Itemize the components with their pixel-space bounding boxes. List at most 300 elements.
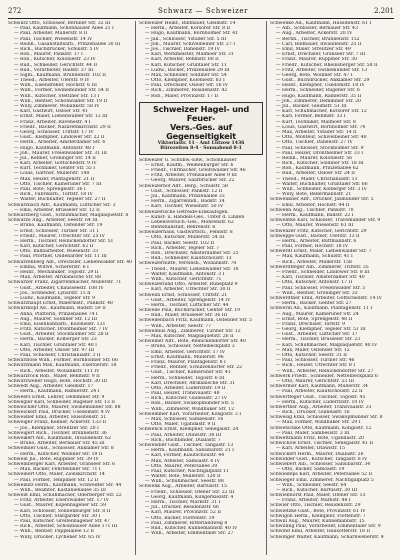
directory-entry: — Ernst, Bote, Sprengelstr. 48 II — [276, 316, 353, 322]
directory-entry: Schwarzbach Alfr., Kaufmann, Lütticher Str. 3 — [8, 202, 116, 208]
directory-entry: — Ludw., Kaufmann, Tegeler Str. 9 — [14, 295, 95, 301]
directory-entry: Schwedt Aug., Arbeiter, Gleimstr. 17 — [8, 384, 94, 390]
directory-entry: — Otto, Tischler, Kameruner Str. 7 III — [14, 181, 102, 187]
directory-entry: — Rich., Kutscher, Guineastr. 27 IV — [145, 396, 228, 402]
directory-entry: — Gust., Buchdrucker, Anklamer Str. 29 — [276, 78, 370, 84]
directory-entry: — Karl, Schlosser, Sonnenburger Str. 8 II — [14, 508, 111, 514]
directory-entry: Schweizerische Getreide-Einkaufsgen. — [139, 209, 229, 215]
directory-entry: — Max, Maler, Ostender Str. 12 — [276, 347, 350, 353]
directory-entry: Schweiß Emil, Schuhmacher, Oderberger Str. 22 — [8, 493, 122, 499]
directory-entry: — Aug., Arbeiter, Ackerstr. 20 IV — [276, 31, 353, 37]
directory-entry: — Bruno, Schlosser, Nettelbeckplatz 3 — [145, 344, 235, 350]
directory-entry: — Friedr., Rentier, Schulzendorfer Str. 22 — [145, 365, 243, 371]
directory-entry: — Joh., Maurer, Freienwalder Str. 31 III — [14, 150, 107, 156]
directory-entry: Schwendler Gust., Tischler, Tangastr. 13 — [139, 442, 234, 448]
directory-entry: — Herm., Tischler, Brüsseler Str. 23 — [276, 337, 361, 343]
directory-entry: Schwenke Ad., Kaufmann, Hussitenstr. 61 I — [270, 21, 372, 26]
directory-entry: Schweizerland Otto, Arbeiter, Ruheplatz 9 — [139, 282, 238, 288]
directory-entry: — Otto, Maurer, Petersallee 30 — [145, 463, 218, 469]
directory-entry: — Otto, Maler, Ugandastr. 9 II — [145, 422, 216, 428]
directory-entry: — Gust., Arbeiter, Sprengelstr. 14 IV — [145, 297, 231, 303]
directory-entry: Schwentke Karl, Schlosser, Travemünder Str. 9 — [270, 218, 381, 224]
directory-entry: — Jak., Schlosser, Ystader Str. 5 III — [145, 36, 227, 42]
directory-entry: — Emil, Arbeiter, Hochstr. 44 II — [276, 202, 350, 208]
directory-entry: — Max, Bäcker, Fehrbelliner Str. 71 I — [14, 467, 101, 473]
directory-entry: — Otto, Bäcker, Samoastr. 19 — [276, 467, 345, 473]
directory-entry: — Carl, Bildhauer, Invalidenstr. 25 II — [276, 41, 362, 47]
directory-entry: — Bruno, Kaufmann, Ostender Str. 19 — [14, 223, 103, 229]
directory-entry: — Aug., Maurer, Kameruner Str. 24 — [276, 311, 359, 317]
directory-entry: — Max, Former, Windhuker Str. 29 I — [276, 420, 361, 426]
directory-entry: Schweinert Otto, Maler, Zionskirchstr. 14 — [8, 472, 105, 478]
directory-entry: Schweers Ernst, Lehrer, Demminer Str. 9 — [8, 394, 105, 400]
directory-entry: — Rud., Kutscher, Kühnemannstr. 40 IV — [145, 525, 238, 531]
directory-entry: Schwenzer Fritz, Kutscher, Gerichtstr. 29 — [270, 228, 367, 234]
directory-entry: — Otto, Bahnarbeiter, Wiesenstr. 33 — [14, 249, 98, 255]
directory-entry: — Wilh., Kutscher, Gerichtstr. 71 — [145, 276, 222, 282]
directory-entry: — Friedr., Kutscher, Rheinsberger Str. 58 II — [276, 62, 378, 68]
directory-entry: Schwinger Walter, Kaufmann, Scharnweberstr. 4 — [270, 534, 384, 540]
directory-entry: — Friedr., Maurer, Utrechter Str. 25 IV — [14, 233, 105, 239]
directory-entry: — Wilh., Rentier, Pappelallee 12 II — [14, 529, 94, 535]
directory-entry: — Paul, Tischler, Wiesenstr. 14 IV — [14, 36, 93, 42]
directory-entry: — Wilh., Rentier, Schönwalder Str. 19 II — [14, 98, 108, 104]
directory-entry: — Herm., Arbeiter, Buttmannstr. 6 — [276, 238, 357, 244]
directory-entry: — Emil, Arbeiter, Gerichtstr. 17 IV — [145, 349, 226, 355]
directory-entry: — Theod., Maler, Christianiastr. 11 — [276, 176, 358, 182]
directory-entry: — Herm., Kutscher, Lüderitzstr. 10 IV — [276, 399, 364, 405]
directory-entry: — Paul, Pförtner, Oudenarder Str. 11 III — [14, 254, 107, 260]
directory-entry: Schwilling Paul, Vorarbeiter, Emmentaler Str. 9 — [270, 524, 381, 530]
directory-entry: — Rob., Maler, Provinzstr. 17 II — [145, 93, 219, 99]
page-header — [8, 4, 394, 19]
directory-entry: Schweinberger Karl, Arbeiter, Granseer Str. 6 — [8, 461, 116, 467]
directory-entry: — Rich., Buchdrucker, Schulstr. 5 IV — [14, 46, 99, 52]
directory-entry: — Karl, Schuhmacher, Korsörer Str. 12 — [276, 109, 367, 115]
directory-entry: — Paul, Kaufmann, Schönhauser Allee 21 I — [14, 26, 114, 32]
directory-entry: — Rud., Schneider, Kiautschoustr. 13 — [145, 256, 232, 262]
directory-entry: — Paul, Former, Hochstr. 18 IV — [276, 244, 349, 250]
directory-entry: Schwigon Herm., Klempner, Flottenstr. 7 — [270, 513, 366, 519]
directory-entry: — Georg, Bote, Wolliner Str. 47 I — [276, 72, 353, 78]
directory-entry: Schwarzkopf Ad., Kaufmann, Badstr. 59 II — [8, 306, 106, 312]
directory-entry: — Franz, Drechsler, Torfstr. 9 — [276, 321, 345, 327]
directory-entry: Schwickert Herm., Maurer, Dualastr. 26 — [270, 451, 364, 457]
directory-entry: — Hugo, Kaufmann, Ramlerstr. 35 II — [276, 93, 362, 99]
directory-entry: — Heinr., Klempner, Usedomstr. 18 IV — [276, 83, 365, 89]
directory-entry: Schwerk Friedr., Schneider, Nettelbeckplatz 6 — [270, 373, 378, 379]
running-title: Schwarz — Schweizer — [158, 7, 249, 15]
directory-entry: — Gust., Klempner, Lindower Str. 22 II — [14, 135, 105, 141]
directory-entry: — Georg, Klempner, Tegeler Str. 51 III — [276, 327, 366, 333]
directory-entry: — Louis, Gärtner, Müllerstr. 140 — [14, 171, 90, 177]
directory-entry: — Friedr., Schlosser, Ofener Str. 22 III — [145, 489, 235, 495]
directory-entry: — Karl, Former, Kiautschoustr. 44 — [145, 453, 225, 459]
directory-entry: — Herm., Tischler, Markstr. 31 I — [145, 500, 221, 505]
directory-entry: — Fritz, Arbeiter, Prenzlauer Allee 9 III — [145, 173, 237, 179]
directory-entry: Schweizerhof Alfr., Berg., Schulstr. 58 — [139, 183, 228, 189]
directory-entry: Schweidler Emil, Arbeiter, Hussitenstr. 51 — [8, 415, 107, 421]
directory-entry: Schwemer Alfr., Bote, Reinickendorfer Str. 40 — [139, 339, 246, 345]
directory-entry: — Bruno, Arbeiter, Bernauer Str. 45 III — [14, 441, 105, 447]
directory-entry: — Wilh., Arbeiter, Seestr. 77 — [145, 323, 212, 329]
directory-entry: — Karl, Drechsler, Afrikanische Str. 31 — [145, 380, 236, 386]
directory-entry: — Max, Schlosser, Sambesistr. 16 — [145, 417, 224, 422]
directory-entry: — Karl, Arbeiter, Utrechter Str. 30 II — [145, 287, 231, 293]
directory-entry: — Ludw., Bäcker, Prinzenallee 29 III — [145, 67, 230, 73]
directory-entry: — Otto, Bäcker, Flottenstr. 19 — [145, 515, 215, 521]
directory-entry: Schweizer G. Schuhw.-Eßw., Schönhauser — [139, 157, 237, 163]
directory-entry: — Karl, Tischler, Grüntaler Str. 40 I — [14, 342, 97, 348]
directory-entry: — Otto, Arbeiter, Osloer Str. 97 III — [14, 347, 95, 353]
directory-entry: — Gust., Arbeiter, Chausseestr. 108 IV — [14, 285, 104, 291]
directory-entry: Schweizerhütte, Vereinsh., Wollankstr. 70 — [139, 261, 237, 267]
directory-entry: — Herm., Bäcker, Kolberger Str. 23 — [14, 337, 97, 343]
directory-entry: — Max, Arbeiter, Ystader Str. 14 II — [276, 129, 357, 135]
directory-entry: — Emil, Eisenbahnarb., Koloniestr. 131 — [14, 321, 106, 327]
directory-entry: Schwermer Karl, Kaufmann, Müllerstr. 34 — [270, 384, 368, 390]
directory-entry: Schwenn Aug., Tischler, Pankstr. 70 — [270, 207, 354, 213]
directory-entry: Schwidder Gust., Kutscher, Tangastr. 8 IV — [270, 456, 368, 462]
directory-entry: Schwelin Ernst, Schlosser, Triftstr. 21 — [139, 292, 228, 298]
directory-entry: — Paul, Kutscher, Greifenhagener Str. 47 — [14, 519, 110, 524]
column-1 — [8, 21, 132, 555]
directory-entry: — Willy, Bote, Bellermannstr. 21 — [276, 192, 352, 198]
directory-entry: — Walter, Bote, Müllerstr. 120 II — [145, 474, 221, 480]
directory-entry: — Fritz, Kutscher, Drontheimer Str. 7 IV — [14, 327, 108, 333]
directory-entry: — Rob., Drechsler, Amsterdamer Str. 25 — [145, 251, 239, 256]
directory-entry: — Max, Heizer, Plantagenstr. 21 II — [14, 176, 95, 182]
directory-entry: — Rich., Arbeiter, Schönhauser Allee 171 III — [14, 524, 118, 530]
directory-entry: — Max, Arbeiter, Afrikanische Str. 88 — [14, 275, 101, 281]
directory-entry: — Paul, Bäcker, Seestr. 102 II — [145, 240, 215, 246]
directory-entry: Schweickert Paul, Drucker, Usedomstr. 4 IV — [8, 410, 111, 416]
directory-entry: — Franz, Maurer, Plantagenstr. 8 I — [145, 359, 226, 365]
directory-entry: — Jos., Klempner, Strelitzer Str. 20 I — [14, 425, 99, 431]
directory-entry: — Paul, Zimmerer, Ritterlandweg 8 — [145, 520, 228, 526]
directory-entry: — Paul, Bote, Sprengelstr. 36 I — [14, 187, 86, 192]
directory-entry: Schwerdtfeger Alb., Zimmerer, Triftstr. 35 — [270, 264, 369, 270]
directory-entry: — Rud., Schneider, Gerichtstr. 44 II — [14, 62, 98, 68]
directory-entry: — Louis, Gastwirt, Bornholmer Str. 74 — [276, 124, 366, 130]
directory-entry: Schwienhorst Paul, Maler, Ofener Str. 13 — [270, 493, 366, 499]
directory-entry: — Paul, Schlosser, Christianiastr. 3 II — [14, 353, 101, 358]
directory-entry: — Karl, Maurer, Provinzstr. 52 II — [145, 510, 221, 516]
directory-entry: — Karl, Arbeiter, Otawistr. 15 — [276, 446, 346, 452]
directory-entry: Schwiedeps Karl, Arbeiter, Petersallee 52 II — [270, 472, 373, 478]
directory-entry: — Anna, Plätterin, Prinzenallee 74 I — [14, 311, 98, 317]
directory-entry: Schweizer Heinr., Bildhauer, Gleimstr. 14 — [139, 21, 236, 26]
directory-entry: — Ernst, Schlosser, Turiner Str. 31 I — [14, 228, 99, 234]
directory-entry: — Herm., Schneider, Togostr. 6 III — [145, 375, 225, 381]
directory-entry: Schweiger Franz, Kellner, Ackerstr. 133 II — [8, 420, 107, 426]
directory-entry: — Paul, Arbeiter, Otawistr. 38 III — [145, 432, 222, 438]
directory-entry: — Kurt, Techniker, Malmöer Str. 8 — [276, 119, 356, 125]
directory-entry: — Paul, Maler, Sambesistr. 3 III — [276, 430, 350, 436]
directory-entry: — Franz, Arbeiter, Markstr. 48 I — [276, 498, 351, 504]
directory-entry: — Herm., Tischler, Lütticher Str. 44 — [145, 302, 229, 308]
directory-entry: Schwarz Otto, Schlosser, Berliner Str. 32 III — [8, 21, 111, 26]
directory-entry: — Paul, Schlosser, Freienwalder Str. 5 — [276, 285, 366, 291]
directory-entry: — Willy, Zimmerer, Wollankstr. 58 IV — [14, 104, 100, 109]
directory-entry: — Franz, Arbeiter, Ravenéstr. 4 I — [14, 119, 91, 125]
directory-entry: — Wilh., Schneider, Kolberger Str. 3 IV — [276, 187, 367, 192]
column-2-top — [139, 21, 263, 99]
directory-entry: Schwertner Aug., Arbeiter, Transvaalstr. 31 — [270, 404, 372, 410]
directory-entry: Schwein Jul., Bote, Ruppiner Str. 39 IV — [8, 456, 99, 462]
directory-entry: — Sigm., Kaufmann, Brunnenstr. 102 II — [14, 72, 106, 78]
directory-entry: — Ernst, Kaufmann, Müllerstr. 96 — [145, 354, 224, 360]
directory-entry: — Wilh., Kutscher, Stettiner Str. 13 I — [14, 93, 100, 99]
directory-entry: — Gust., Schlosser, Pankstr. 12 II — [145, 188, 223, 194]
directory-entry: Schwerdtner Emil, Arbeiter, Gottschedstr. 14 IV — [270, 295, 382, 301]
directory-entry: — Willy, Drucker, Lychener Str. 65 IV — [14, 534, 101, 540]
directory-entry: — Karl, Gastwirt, Osloer Str. 41 — [14, 109, 88, 115]
directory-entry: — Karl, Werkmeister, Malmöer Str. 31 — [145, 52, 234, 58]
directory-entry: — Theod., Maurer, Liebenwalder Str. 18 — [145, 266, 239, 272]
directory-entry: — Rob., Bäcker, Swakopmunder Str. 5 — [145, 401, 234, 407]
column-2-bottom — [139, 158, 263, 537]
directory-entry: — Gust., Maurer, Kopenhagener Str. 59 — [14, 503, 107, 509]
directory-entry: Schweimler Gust., Schlosser, Anklamer Str. 8 — [8, 446, 114, 452]
directory-entry: Schwertfeger Gust., Tischler, Togostr. 45 — [270, 394, 366, 400]
directory-entry: — Joh., Maurer, Schivelbeiner Str. 27 I — [145, 41, 236, 47]
directory-entry: — Emil, Maler, Strelitzer Str. 49 — [276, 46, 351, 52]
directory-entry: — Max, Kaufmann, Schulstr. 41 I — [276, 254, 353, 260]
directory-entry: Schwiebert Alb., Schlosser, Sansibarstr. 34 — [270, 461, 371, 467]
directory-entry: — Rich., Arbeiter, Tegeler Str. 7 — [145, 245, 220, 251]
directory-entry: — Gust., Arbeiter, Stockholmer Str. 28 II — [14, 332, 109, 338]
directory-entry: Schwenck Ernst, Klempner, Senegalstr. 24 — [139, 427, 239, 433]
directory-entry: — Otto, Kutscher, Seestr. 31 II — [276, 353, 347, 358]
directory-columns — [8, 21, 394, 555]
directory-entry: — Emma, Witwe, Schererstr. 6 I — [14, 264, 89, 270]
directory-entry: — Rich., Kutscher, Barfusstr. 30 III — [276, 487, 358, 493]
ad-title-line-1: Schweizer Hagel- und Feuer- — [152, 103, 250, 123]
directory-entry: — Rob., Kaufmann, Prinzenallee 62 — [276, 166, 359, 172]
column-divider — [266, 21, 267, 555]
directory-entry: — Reinh., Gasanstaltsarb., Prinzenallee 30 III — [14, 41, 121, 47]
directory-entry: — Ernst, Maler, Liebenwalder Str. 12 III — [14, 114, 108, 120]
directory-entry: — Jos., Tischler, Dänenstr. 19 IV — [145, 46, 220, 52]
directory-entry: — Herm., Tischler, Reinickendorfer Str. 51 — [14, 238, 114, 244]
column-divider — [135, 21, 136, 555]
directory-entry: — Friedr., Schneider, Lindower Str. 8 III — [276, 270, 370, 275]
directory-entry: Schwegler Karl, Schneider, Rügener Str. 13 II — [8, 399, 115, 405]
directory-entry: — Georg, Kaufmann, Kungerkiezstr. 4 — [145, 494, 234, 500]
directory-entry: — Herm., Arbeiter, Korsörer Str. 8 II — [145, 26, 231, 32]
directory-entry: — Wilh., Arbeiter, Emmentaler Str. 27 — [145, 531, 234, 537]
directory-entry: Schwellnus Aug., Zimmerer, Turiner Str. 12 — [139, 328, 241, 334]
directory-entry: — Otto, Maurer, Gerichtstr. 53 III — [276, 378, 355, 384]
directory-entry: Schwettmann Fritz, Bote, Ugandastr. 20 — [270, 436, 365, 441]
directory-entry: — Ernst, Kaufm., Weißenburger Str. 6 — [145, 162, 234, 168]
directory-entry: Schwarzenberg Alb., Drechsler, Liebenwalder Str. 40 — [8, 259, 132, 265]
directory-entry: — Gust., Arbeiter, Lütticher Str. 17 — [276, 332, 358, 338]
directory-entry: — Paul, Former, Templiner Str. 12 II — [14, 477, 99, 483]
directory-entry: — Jul., Kellner, Groninger Str. 14 II — [14, 155, 96, 161]
directory-entry: — Herm., Arbeiter, Amsterdamer Str. 6 — [14, 140, 106, 146]
directory-entry: — Rich., Buchbinder, Dualastr. 7 — [145, 437, 221, 443]
directory-entry: — Hugo, Kaufmann, Bornholmer Str. 41 — [145, 31, 239, 37]
directory-entry: — Herm., Zigarrenhdl., Badstr. 14 — [145, 199, 225, 205]
directory-entry: — Walter, Buchhalter, Grüntaler Str. 66 — [276, 181, 368, 187]
directory-entry: — Paul, Kutscher, Nachtigalplatz 11 — [145, 468, 229, 474]
directory-entry: — Wilh., Eisendreher, Hochstr. 6 III — [14, 83, 97, 89]
directory-entry: — Friedr., Uhrmacher, Greifswalder Str. 46 — [145, 168, 246, 173]
directory-entry: Schwier Otto, Tischler, Residenzstr. 29 — [270, 503, 361, 509]
directory-entry: — Kunst- u. Handels-Ges., Unter d. Linden — [145, 214, 245, 220]
directory-entry: Schweichler Otto, Maurer, Swinemünder Str. 88 — [8, 404, 121, 410]
directory-entry: Schwerdt Ernst, Maler, Liebenwalder Str. 7 — [270, 249, 372, 255]
directory-entry: Schweigert Rich., Tischler, Brunnenstr. 36 — [8, 430, 107, 436]
directory-entry: Schwarzweller Hugo, Bote, Hochstr. 30 III — [8, 378, 108, 384]
directory-entry: — Georg, Schlosser, Triftstr. 17 IV — [14, 129, 94, 135]
directory-entry: — Otto, Klempner, Koloniestr. 83 I — [145, 78, 225, 84]
directory-entry: — Wilh., Rentier, Groninger Str. 33 — [276, 290, 358, 296]
directory-entry: Schweikert Alb., Kaufmann, Invalidenstr. 62 — [8, 436, 111, 441]
directory-entry: — Jul., Kaufmann, Prinzenallee 33 — [145, 193, 225, 199]
directory-entry: — Otto, Tischler, Stargarder Str. 30 I — [14, 513, 101, 519]
directory-entry: — Friedr., Bäcker, Nazarethkirchstr. 29 II — [14, 124, 111, 130]
directory-entry: Schwill Aug., Maurer, Kühnemannstr. 15 — [270, 519, 365, 524]
directory-entry: Schwarzberg Gust., Schuhmacher, Malplaquetstr. 8 — [8, 212, 129, 218]
directory-entry: — Otto, Kutscher, Müllerstr. 54 III — [145, 235, 225, 241]
directory-entry: — Karl, Tischler, Amsterdamer Str. 40 — [276, 275, 365, 281]
directory-entry: — Jul., Drucker, Residenzstr. 66 — [145, 505, 219, 511]
directory-entry: — Bernh., Tischler, Brunnenstr. 152 — [276, 36, 360, 42]
directory-entry: Schweizerhaus, Gastwirtsch., Fennstr. 8 — [139, 230, 233, 236]
directory-entry: Schwelle Paul, Buchdrucker, Genter Str. 19 — [139, 308, 241, 314]
directory-entry: — Paul, Schlosser, Turiner Str. 46 — [276, 358, 355, 364]
directory-entry: — Otto, Tischler, Dänenstr. 27 IV — [276, 140, 353, 146]
directory-entry: — Alb., Schlosser, Bernauer Str. 43 — [276, 26, 358, 32]
directory-entry: — Otto, Arbeiter, Lüderitzstr. 19 II — [145, 385, 226, 391]
directory-entry: — Herm., Kaufmann, Sansibarstr. 21 I — [145, 448, 234, 454]
directory-entry: — Fritz, Arbeiter, Swinemünder Str. 13 — [276, 67, 368, 73]
directory-entry: Schwarzlose Wilh., Former, Bornholmer Str. 66 — [8, 358, 118, 364]
directory-entry: Schwemmer Karl, Vorarbeiter, Kongostr. 3 I — [139, 411, 242, 417]
directory-entry: — Paul, Arbeiter, Kiautschoustr. 22 II — [276, 389, 363, 395]
directory-entry: — Karl, Arbeiter, Behmstr. 60 II — [145, 57, 219, 63]
directory-entry: — Rich., Kutscher, Soldiner Str. 18 III — [276, 161, 364, 167]
directory-entry: — Rich., Fabrikarb., Torfstr. 18 IV — [14, 192, 93, 198]
directory-entry: — Wilh., Former, Swinemünder Str. 54 II — [14, 88, 109, 94]
column-2 — [139, 21, 263, 555]
directory-entry: — Walter, Kaufmann, Antonstr. 3 I — [145, 271, 225, 277]
directory-entry: — Paul, Arbeiter, Müllerstr. 8 II — [14, 31, 88, 37]
directory-entry: — Karl, Arbeiter, Gottschedstr. 9 IV — [14, 161, 97, 167]
directory-entry: Schweppe Gust., Bäcker, Uferstr. 13 II — [270, 233, 360, 239]
directory-entry: — Heinr., Mechaniker, Togostr. 29 II — [14, 270, 99, 275]
directory-entry: — Karl, Former, Behmstr. 33 I — [276, 114, 346, 120]
directory-entry: — Reinh., Maurer, Koloniestr. 56 — [276, 155, 353, 161]
directory-entry: Schwichow Ernst, Tischler, Senegalstr. 41 II — [270, 441, 374, 447]
directory-entry: — Paul, Heizer, Drontheimer Str. 33 I — [276, 150, 364, 156]
directory-entry: Schwarze Aug., Arbeiter, Seestr. 64 III — [8, 218, 98, 224]
directory-entry: — Max, Arbeiter, Samoastr. 6 IV — [145, 458, 220, 464]
directory-entry: — Otto, Kutscher, Antonstr. 17 II — [276, 280, 353, 286]
directory-entry: — Max, Kutscher, Malplaquetstr. 26 II — [145, 334, 234, 339]
directory-entry: Schwarzrock Rob., Maler, Behmstr. 9 II — [8, 373, 100, 379]
advertisement-box — [139, 102, 263, 155]
directory-entry: — Aug., Maurer, Soldiner Str. 12 III — [14, 316, 98, 322]
directory-entry: — Walter, Buchhalter, Tegeler Str. 27 II — [14, 197, 106, 203]
directory-entry: — Rich., Heizer, Utrechter Str. 8 I — [276, 363, 356, 369]
directory-entry: Schwetschke Otto, Kaufmann, Kongostr. 12 — [270, 425, 372, 431]
directory-entry: — Wilh., Schuhmacher, Seestr. 88 — [145, 479, 224, 485]
page-number-right: 2.201 — [373, 7, 394, 15]
directory-entry: — Otto, Monteur, Schivelbeiner Str. 40 — [276, 135, 367, 141]
page-number-left: 272 — [8, 7, 22, 15]
directory-entry: — Herm., Kutscher, Wolliner Str. 19 II — [14, 451, 103, 457]
directory-entry: Schwenkner Alfr., Drucker, Jasmunder Str. 5 — [270, 197, 374, 203]
directory-entry: — Jos., Schneider, Lynarstr. 15 II — [14, 290, 91, 296]
directory-entry: — Herm., Kaufmann, Badstr. 22 I — [276, 212, 354, 218]
directory-entry: — Rob., Kutscher, Koloniestr. 23 IV — [14, 57, 96, 63]
directory-entry: — Rob., Maurer, Pankstr. 17 I — [14, 52, 83, 58]
directory-entry: — Herm., Schneider, Rügener Str. 6 — [276, 88, 360, 94]
directory-entry: — Gust., Tischler, Kameruner Str. 41 — [145, 370, 231, 376]
directory-entry: — Joh., Zimmerer, Demminer Str. 20 — [276, 98, 361, 104]
directory-entry: Schwesig Emil, Schlosser, Swakopmunder Str. 8 — [270, 415, 383, 421]
directory-entry: Schwerin Ad., Kaufmann, Plantagenstr. 11 I — [270, 306, 373, 312]
directory-entry: — Paul, Drechsler, Osloer Str. 16 IV — [145, 83, 229, 89]
directory-entry: Schwenk Aug., Arbeiter, Barfusstr. 15 — [139, 484, 227, 490]
directory-entry: — Ernst, Drechsler, Granseer Str. 7 III — [276, 52, 366, 58]
directory-entry: Schwieger Emil, Zimmerer, Nachtigalplatz 5 — [270, 477, 374, 483]
directory-entry: — Hugo, Kaufmann, Antonstr. 48 I — [14, 145, 95, 151]
ad-title-line-2: Vers.-Ges. auf Gegenseitigkeit — [166, 121, 236, 141]
directory-entry: — Otto, Maurer, Wiesenstr. 61 III — [276, 223, 354, 229]
directory-entry: — Paul, Schlosser, Stockholmer Str. 9 — [276, 145, 364, 151]
directory-entry: Schweinitz Herm., Kaufmann, Schwedter Str. 44 — [8, 482, 122, 488]
directory-entry: — Theod., Arbeiter, Uferstr. 9 IV — [14, 78, 90, 84]
directory-entry: — Rud., Vorarbeiter, Badstr. 37 III — [14, 67, 94, 73]
directory-entry: — Karl, Schuhmacher, Malplaquetstr. 40 IV — [276, 342, 378, 348]
directory-entry: — Paul, Heizer, Transvaalstr. 48 — [145, 391, 220, 397]
directory-entry: — Georg, Maurer, Saarbrücker Str. 22 — [145, 178, 235, 184]
directory-entry: — Karl, Kutscher, Gerichtstr. 62 II — [14, 244, 94, 250]
directory-entry: — Emil, Arbeiter, Brüsseler Str. 12 II — [14, 207, 100, 213]
directory-entry: — Herm., Kaufmann, Ramlerstr. 24 I — [14, 389, 100, 395]
directory-entry: — Wilh., Beamter, Kastanienallee 35 III — [14, 487, 106, 493]
directory-entry: — Max, Schneider, Soldiner Str. 54 — [145, 72, 227, 78]
directory-entry: — Wilh., Arbeiter, Reinickendorfer Str. 27 — [276, 368, 374, 374]
directory-entry: Schwarzmann Max, Kaufmann, Exerzierstr. 18 — [8, 363, 117, 369]
directory-entry: — Rud., Arbeiter, Osloer Str. 24 II — [276, 171, 355, 177]
directory-entry: Schwietzke Gust., Bote, Provinzstr. 61 IV — [270, 508, 366, 514]
directory-entry: — Rich., Arbeiter, Wollankstr. 111 IV — [14, 368, 100, 374]
directory-entry: — Fritz, Arbeiter, Eberswalder Str. 17 IV — [14, 498, 109, 504]
directory-entry: — Jul., Bäcker, Gleimstr. 51 III — [276, 104, 347, 109]
ad-subtitle-line-2: Bürozeiten 8-4 · Sonnabend 8-1 — [160, 146, 242, 152]
directory-entry: — Herm., Bäcker, Genter Str. 27 — [276, 301, 352, 307]
directory-entry: Schwind Emil, Arbeiter, Hausotterstr. 18 II — [270, 529, 371, 535]
directory-entry: — Rud., Maler, Brüsseler Str. 36 III — [145, 313, 228, 319]
directory-entry: Schwarzhaupt Ernst, Malermstr., Pankstr. 48 — [8, 301, 113, 307]
directory-entry: — Rich., Arbeiter, Müllerstr. 158 — [276, 259, 352, 265]
directory-entry: — Karl, Tischler, Wiesenstr. 50 IV — [145, 204, 224, 210]
directory-entry: — Rich., Zimmerer, Residenzstr. 42 — [145, 88, 228, 94]
directory-entry: — Kurt, Techniker, Genter Str. 55 I — [14, 166, 96, 172]
directory-entry: Schwellenbach Fritz, Kaufmann, Ostender Str. 5 — [139, 318, 252, 324]
directory-entry: — Wilh., Zimmerer, Windhuker Str. 12 — [145, 406, 235, 412]
directory-entry: — Franz, Maurer, Ruppiner Str. 30 — [276, 57, 357, 63]
directory-entry: — Wilh., Schneider, Seestr. 64 — [276, 482, 347, 488]
directory-entry: — Rich., Drucker, Guineastr. 16 — [276, 410, 350, 416]
directory-entry: — Rentenanstalt, Behrenstr. 6 — [145, 225, 216, 231]
